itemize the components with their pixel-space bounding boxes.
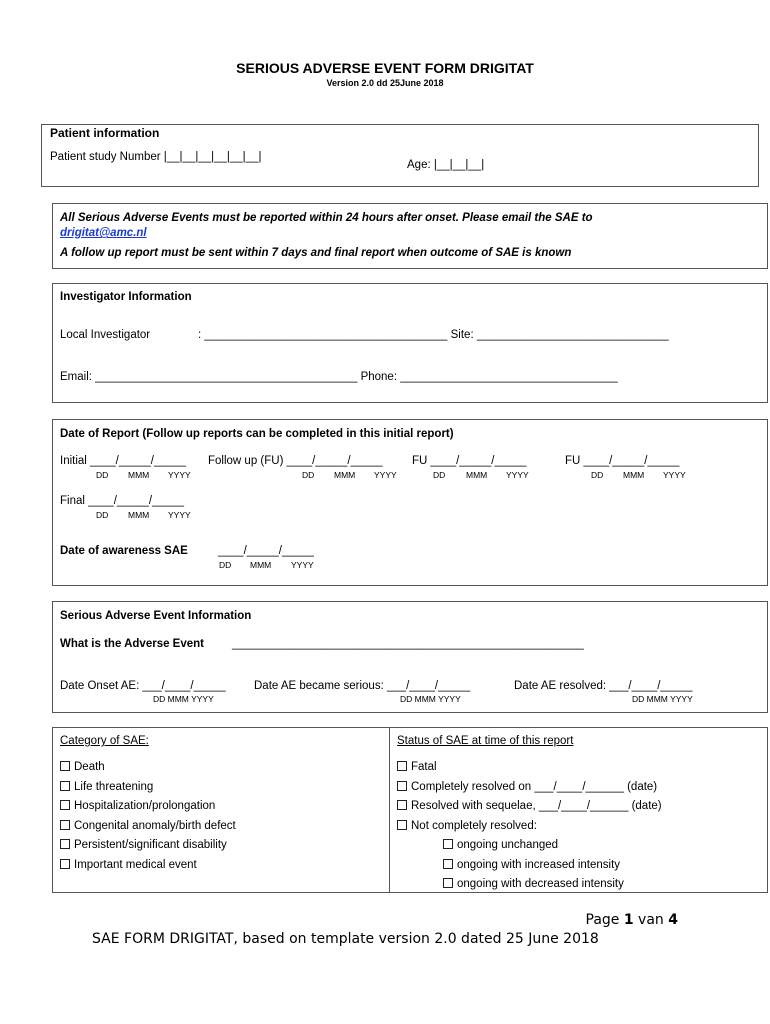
final-date-field[interactable]: Final ____/_____/_____ xyxy=(60,495,185,507)
awareness-yyyy-label: YYYY xyxy=(291,560,314,570)
checkbox-icon[interactable] xyxy=(60,800,70,810)
checkbox-icon[interactable] xyxy=(397,820,407,830)
category-item-hospitalization[interactable]: Hospitalization/prolongation xyxy=(60,800,215,812)
patient-age-field[interactable]: Age: |__|__|__| xyxy=(407,159,485,171)
email-phone-field[interactable]: Email: _________________________________________ Phone: __________________________________ xyxy=(60,371,618,383)
investigator-heading: Investigator Information xyxy=(60,291,192,303)
awareness-mmm-label: MMM xyxy=(250,560,272,570)
category-item-important[interactable]: Important medical event xyxy=(60,859,197,871)
footer-note: SAE FORM DRIGITAT, based on template version 2.0 dated 25 June 2018 xyxy=(92,931,599,947)
report-date-heading: Date of Report (Follow up reports can be completed in this initial report) xyxy=(60,428,454,440)
checkbox-icon[interactable] xyxy=(60,839,70,849)
status-item-resolved-sequelae[interactable]: Resolved with sequelae, ___/____/______ (date) xyxy=(397,800,662,812)
final-dd-label: DD xyxy=(96,510,109,520)
category-item-life-threatening[interactable]: Life threatening xyxy=(60,781,153,793)
awareness-dd-label: DD xyxy=(219,560,232,570)
date-serious-field[interactable]: Date AE became serious: ___/____/_____ xyxy=(254,680,471,692)
final-yyyy-label: YYYY xyxy=(168,510,191,520)
page-number: Page 1 van 4 xyxy=(585,912,678,928)
checkbox-icon[interactable] xyxy=(60,761,70,771)
fu1-yyyy-label: YYYY xyxy=(506,470,529,480)
initial-date-field[interactable]: Initial ____/_____/_____ xyxy=(60,455,186,467)
date-resolved-field[interactable]: Date AE resolved: ___/____/_____ xyxy=(514,680,693,692)
checkbox-icon[interactable] xyxy=(60,820,70,830)
local-investigator-site-field[interactable]: : ______________________________________ Site: ______________________________ xyxy=(198,329,669,341)
followup-mmm-label: MMM xyxy=(334,470,356,480)
checkbox-icon[interactable] xyxy=(397,761,407,771)
status-item-not-resolved[interactable]: Not completely resolved: xyxy=(397,820,537,832)
category-item-congenital[interactable]: Congenital anomaly/birth defect xyxy=(60,820,236,832)
category-heading: Category of SAE: xyxy=(60,735,149,747)
table-divider xyxy=(389,727,390,893)
form-title: SERIOUS ADVERSE EVENT FORM DRIGITAT xyxy=(236,60,534,76)
fu1-mmm-label: MMM xyxy=(466,470,488,480)
local-investigator-label: Local Investigator xyxy=(60,329,151,341)
initial-mmm-label: MMM xyxy=(128,470,150,480)
status-sub-decreased[interactable]: ongoing with decreased intensity xyxy=(443,878,624,890)
checkbox-icon[interactable] xyxy=(60,781,70,791)
fu2-dd-label: DD xyxy=(591,470,604,480)
checkbox-icon[interactable] xyxy=(397,781,407,791)
status-heading: Status of SAE at time of this report xyxy=(397,735,574,747)
fu1-date-field[interactable]: FU ____/_____/_____ xyxy=(412,455,527,467)
date-onset-field[interactable]: Date Onset AE: ___/____/_____ xyxy=(60,680,226,692)
category-item-death[interactable]: Death xyxy=(60,761,105,773)
patient-study-number-field[interactable]: Patient study Number |__|__|__|__|__|__| xyxy=(50,151,262,163)
checkbox-icon[interactable] xyxy=(443,859,453,869)
notice-email-link[interactable]: drigitat@amc.nl xyxy=(60,227,147,239)
awareness-date-field[interactable]: ____/_____/_____ xyxy=(218,545,314,557)
checkbox-icon[interactable] xyxy=(397,800,407,810)
fu2-yyyy-label: YYYY xyxy=(663,470,686,480)
initial-yyyy-label: YYYY xyxy=(168,470,191,480)
notice-line-1: All Serious Adverse Events must be reported within 24 hours after onset. Please email the SAE to xyxy=(60,212,593,224)
status-item-fatal[interactable]: Fatal xyxy=(397,761,437,773)
serious-dmy-label: DD MMM YYYY xyxy=(400,694,461,704)
status-item-completely-resolved[interactable]: Completely resolved on ___/____/______ (date) xyxy=(397,781,657,793)
sae-info-heading: Serious Adverse Event Information xyxy=(60,610,252,622)
final-mmm-label: MMM xyxy=(128,510,150,520)
fu1-dd-label: DD xyxy=(433,470,446,480)
adverse-event-field[interactable]: _______________________________________________________ xyxy=(232,638,584,650)
awareness-label: Date of awareness SAE xyxy=(60,545,188,557)
resolved-dmy-label: DD MMM YYYY xyxy=(632,694,693,704)
checkbox-icon[interactable] xyxy=(443,878,453,888)
onset-dmy-label: DD MMM YYYY xyxy=(153,694,214,704)
followup-yyyy-label: YYYY xyxy=(374,470,397,480)
followup-date-field[interactable]: Follow up (FU) ____/_____/_____ xyxy=(208,455,383,467)
checkbox-icon[interactable] xyxy=(60,859,70,869)
initial-dd-label: DD xyxy=(96,470,109,480)
fu2-date-field[interactable]: FU ____/_____/_____ xyxy=(565,455,680,467)
notice-line-2: A follow up report must be sent within 7 days and final report when outcome of SAE is known xyxy=(60,247,572,259)
status-sub-increased[interactable]: ongoing with increased intensity xyxy=(443,859,620,871)
checkbox-icon[interactable] xyxy=(443,839,453,849)
form-version: Version 2.0 dd 25June 2018 xyxy=(326,78,444,88)
followup-dd-label: DD xyxy=(302,470,315,480)
patient-info-heading: Patient information xyxy=(50,126,160,140)
fu2-mmm-label: MMM xyxy=(623,470,645,480)
adverse-event-label: What is the Adverse Event xyxy=(60,638,205,650)
status-sub-unchanged[interactable]: ongoing unchanged xyxy=(443,839,558,851)
category-item-persistent[interactable]: Persistent/significant disability xyxy=(60,839,227,851)
